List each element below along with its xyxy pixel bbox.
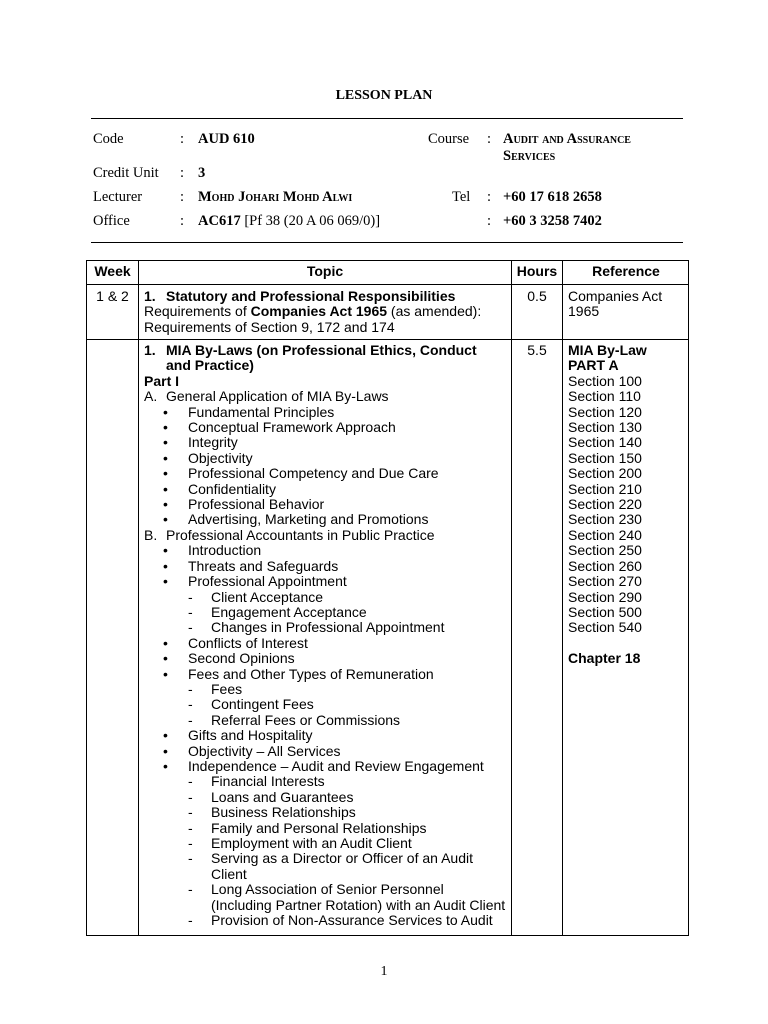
bullet-item-text: Professional Appointment bbox=[188, 573, 347, 590]
section-list bbox=[568, 374, 688, 636]
bullet-item bbox=[144, 451, 511, 466]
section-b-items bbox=[144, 543, 511, 589]
row1-line2-bold: Companies Act 1965 bbox=[250, 303, 388, 320]
dash-item-text: Business Relationships bbox=[211, 804, 356, 821]
dash-item-text: Employment with an Audit Client bbox=[211, 835, 412, 851]
course-value-line2: Services bbox=[503, 148, 556, 164]
dash-item bbox=[144, 774, 511, 789]
office-label: Office bbox=[93, 213, 130, 229]
row1-ref-line1: Companies Act bbox=[568, 288, 663, 304]
bullet-marker: • bbox=[163, 742, 168, 759]
bullet-item-text: Second Opinions bbox=[188, 650, 295, 667]
bullet-item bbox=[144, 420, 511, 435]
row-divider bbox=[87, 339, 688, 340]
bullet-item-text: Advertising, Marketing and Promotions bbox=[188, 511, 429, 528]
colon: : bbox=[487, 131, 492, 147]
bullet-marker: • bbox=[163, 727, 168, 744]
code-label: Code bbox=[93, 131, 124, 147]
colon: : bbox=[180, 131, 185, 147]
section-a-label: A. bbox=[144, 388, 158, 405]
dash-item bbox=[144, 697, 511, 712]
independence-subitems bbox=[144, 774, 511, 897]
dash-item bbox=[144, 805, 511, 820]
bullet-item bbox=[144, 559, 511, 574]
bullet-item bbox=[144, 667, 511, 682]
appointment-subitems bbox=[144, 590, 511, 636]
row1-number: 1. bbox=[144, 288, 156, 304]
colon: : bbox=[180, 213, 185, 229]
bullet-item bbox=[144, 744, 511, 759]
row1-week: 1 & 2 bbox=[96, 288, 129, 304]
bullet-item bbox=[144, 497, 511, 512]
tel-label: Tel bbox=[452, 189, 471, 205]
page-title: LESSON PLAN bbox=[335, 88, 433, 103]
reference-section: Section 500 bbox=[568, 603, 642, 620]
bullet-item bbox=[144, 759, 511, 774]
section-b-label: B. bbox=[144, 526, 158, 543]
dash-item-text: Changes in Professional Appointment bbox=[211, 619, 445, 636]
row1-line2 bbox=[144, 304, 509, 319]
dash-marker: - bbox=[188, 619, 193, 636]
top-rule bbox=[91, 118, 683, 119]
row2-ref-chapter: Chapter 18 bbox=[568, 650, 641, 667]
bullet-marker: • bbox=[163, 480, 168, 497]
independence-continuation: (Including Partner Rotation) with an Audit Client bbox=[211, 896, 506, 913]
credit-label: Credit Unit bbox=[93, 165, 159, 181]
reference-section: Section 140 bbox=[568, 434, 642, 451]
reference-section: Section 220 bbox=[568, 496, 642, 513]
reference-section: Section 230 bbox=[568, 511, 642, 528]
bullet-item-text: Fundamental Principles bbox=[188, 403, 335, 420]
row2-title-line1: MIA By-Laws (on Professional Ethics, Conduct bbox=[166, 342, 477, 358]
bullet-item-text: Professional Behavior bbox=[188, 496, 325, 513]
section-b-items bbox=[144, 728, 511, 774]
dash-item bbox=[144, 790, 511, 805]
course-value-line1: Audit and Assurance bbox=[503, 131, 631, 147]
reference-section: Section 540 bbox=[568, 619, 642, 636]
bottom-rule bbox=[91, 242, 683, 243]
reference-section: Section 150 bbox=[568, 449, 642, 466]
row1-title-text: Statutory and Professional Responsibilities bbox=[166, 288, 456, 304]
colon: : bbox=[180, 165, 185, 181]
header-week: Week bbox=[94, 263, 131, 279]
header-topic: Topic bbox=[306, 263, 344, 279]
row2-reference bbox=[568, 343, 688, 667]
dash-marker: - bbox=[188, 711, 193, 728]
dash-item bbox=[144, 713, 511, 728]
dash-item-text: Referral Fees or Commissions bbox=[211, 711, 401, 728]
bullet-item bbox=[144, 435, 511, 450]
tel-value: +60 17 618 2658 bbox=[503, 189, 602, 205]
row1-line2-post: (as amended): bbox=[387, 303, 482, 320]
bullet-item-text: Objectivity bbox=[188, 449, 253, 466]
reference-section: Section 100 bbox=[568, 372, 642, 389]
lecturer-label: Lecturer bbox=[93, 189, 143, 205]
bullet-item-text: Confidentiality bbox=[188, 480, 276, 497]
row2-ref-part: PART A bbox=[568, 357, 619, 374]
section-a bbox=[144, 389, 511, 404]
bullet-item-text: Fees and Other Types of Remuneration bbox=[188, 665, 434, 682]
dash-item-text: Financial Interests bbox=[211, 773, 325, 790]
row1-ref-line2: 1965 bbox=[568, 303, 600, 320]
bullet-item-text: Independence – Audit and Review Engagement bbox=[188, 757, 484, 774]
dash-item bbox=[144, 620, 511, 635]
bullet-item bbox=[144, 636, 511, 651]
dash-item-text: Contingent Fees bbox=[211, 696, 314, 713]
row1-line3: Requirements of Section 9, 172 and 174 bbox=[144, 318, 395, 335]
dash-item-text: Loans and Guarantees bbox=[211, 788, 354, 805]
dash-item-text: Family and Personal Relationships bbox=[211, 819, 427, 836]
bullet-item bbox=[144, 512, 511, 527]
credit-value: 3 bbox=[198, 165, 206, 181]
row2-part: Part I bbox=[144, 372, 180, 389]
bullet-marker: • bbox=[163, 634, 168, 651]
dash-marker: - bbox=[188, 804, 193, 821]
section-a-items bbox=[144, 405, 511, 528]
row2-ref-title: MIA By-Law bbox=[568, 342, 647, 358]
reference-section: Section 270 bbox=[568, 573, 642, 590]
row1-reference bbox=[568, 289, 688, 320]
reference-section: Section 250 bbox=[568, 542, 642, 559]
code-value: AUD 610 bbox=[198, 131, 255, 147]
colon: : bbox=[180, 189, 185, 205]
dash-item bbox=[144, 851, 511, 882]
bullet-item-text: Integrity bbox=[188, 434, 238, 451]
bullet-item-text: Professional Competency and Due Care bbox=[188, 465, 439, 482]
section-a-text: General Application of MIA By-Laws bbox=[166, 388, 389, 405]
bullet-marker: • bbox=[163, 650, 168, 667]
reference-section: Section 110 bbox=[568, 388, 641, 405]
bullet-marker: • bbox=[163, 757, 168, 774]
fax-value: +60 3 3258 7402 bbox=[503, 213, 602, 229]
reference-section: Section 120 bbox=[568, 403, 642, 420]
bullet-marker: • bbox=[163, 665, 168, 682]
bullet-item-text: Objectivity – All Services bbox=[188, 742, 341, 759]
dash-item bbox=[144, 836, 511, 851]
row1-hours: 0.5 bbox=[527, 288, 547, 304]
bullet-item bbox=[144, 574, 511, 589]
bullet-item bbox=[144, 651, 511, 666]
dash-text: Provision of Non-Assurance Services to Audit bbox=[211, 912, 493, 929]
bullet-marker: • bbox=[163, 496, 168, 513]
dash-marker: - bbox=[188, 850, 193, 867]
dash-marker: - bbox=[188, 588, 193, 605]
bullet-marker: • bbox=[163, 542, 168, 559]
header-hours: Hours bbox=[516, 263, 558, 279]
dash-marker: - bbox=[188, 603, 193, 620]
row1-line2-pre: Requirements of bbox=[144, 303, 251, 320]
bullet-marker: • bbox=[163, 449, 168, 466]
row1-topic bbox=[144, 289, 509, 335]
reference-section: Section 240 bbox=[568, 526, 642, 543]
bullet-marker: • bbox=[163, 465, 168, 482]
dash-marker: - bbox=[188, 819, 193, 836]
reference-section: Section 260 bbox=[568, 557, 642, 574]
bullet-item-text: Introduction bbox=[188, 542, 262, 559]
reference-section: Section 290 bbox=[568, 588, 642, 605]
fees-subitems bbox=[144, 682, 511, 728]
column-divider bbox=[562, 261, 563, 935]
bullet-marker: • bbox=[163, 419, 168, 436]
dash-item-text: Long Association of Senior Personnel bbox=[211, 881, 444, 898]
dash-marker: - bbox=[188, 773, 193, 790]
bullet-item bbox=[144, 543, 511, 558]
dash-item bbox=[144, 913, 511, 928]
section-b bbox=[144, 528, 511, 543]
dash-marker: - bbox=[188, 696, 193, 713]
bullet-item-text: Threats and Safeguards bbox=[188, 557, 339, 574]
column-divider bbox=[511, 261, 512, 935]
office-room: AC617 bbox=[198, 213, 241, 229]
bullet-item-text: Conflicts of Interest bbox=[188, 634, 308, 651]
row2-title-line2: and Practice) bbox=[166, 357, 254, 374]
dash-item bbox=[144, 682, 511, 697]
dash-item-text: Engagement Acceptance bbox=[211, 603, 367, 620]
bullet-marker: • bbox=[163, 573, 168, 590]
section-b-items bbox=[144, 636, 511, 682]
row1-title bbox=[144, 289, 509, 304]
bullet-item-text: Conceptual Framework Approach bbox=[188, 419, 396, 436]
dash-item-text: Serving as a Director or Officer of an Audit Client bbox=[211, 850, 473, 882]
row-divider bbox=[87, 284, 688, 285]
dash-item bbox=[144, 882, 511, 897]
bullet-marker: • bbox=[163, 403, 168, 420]
office-detail: [Pf 38 (20 A 06 069/0)] bbox=[240, 213, 381, 229]
dash-item-text: Client Acceptance bbox=[211, 588, 324, 605]
bullet-item bbox=[144, 466, 511, 481]
dash-item bbox=[144, 605, 511, 620]
reference-section: Section 130 bbox=[568, 419, 642, 436]
column-divider bbox=[138, 261, 139, 935]
dash-marker: - bbox=[188, 835, 193, 851]
row2-title bbox=[144, 343, 511, 358]
dash-item bbox=[144, 821, 511, 836]
reference-section: Section 200 bbox=[568, 465, 642, 482]
bullet-marker: • bbox=[163, 511, 168, 528]
colon: : bbox=[487, 213, 492, 229]
bullet-item-text: Gifts and Hospitality bbox=[188, 727, 313, 744]
reference-section: Section 210 bbox=[568, 480, 642, 497]
dash-marker: - bbox=[188, 881, 193, 898]
lesson-table bbox=[86, 260, 689, 936]
dash-item bbox=[144, 590, 511, 605]
dash-marker: - bbox=[188, 912, 193, 929]
bullet-marker: • bbox=[163, 557, 168, 574]
page-number: 1 bbox=[380, 964, 388, 979]
row2-topic bbox=[144, 343, 511, 928]
header-reference: Reference bbox=[592, 263, 660, 279]
dash-marker: - bbox=[188, 680, 193, 697]
bullet-item bbox=[144, 482, 511, 497]
bullet-marker: • bbox=[163, 434, 168, 451]
office-value bbox=[198, 213, 380, 230]
lecturer-value: Mohd Johari Mohd Alwi bbox=[198, 189, 353, 205]
bullet-item bbox=[144, 728, 511, 743]
colon: : bbox=[487, 189, 492, 205]
dash-marker: - bbox=[188, 788, 193, 805]
row2-hours: 5.5 bbox=[527, 342, 547, 358]
bullet-item bbox=[144, 405, 511, 420]
row2-number: 1. bbox=[144, 342, 156, 358]
dash-item-text: Fees bbox=[211, 680, 243, 697]
section-b-text: Professional Accountants in Public Practice bbox=[166, 526, 435, 543]
course-label: Course bbox=[428, 131, 470, 147]
